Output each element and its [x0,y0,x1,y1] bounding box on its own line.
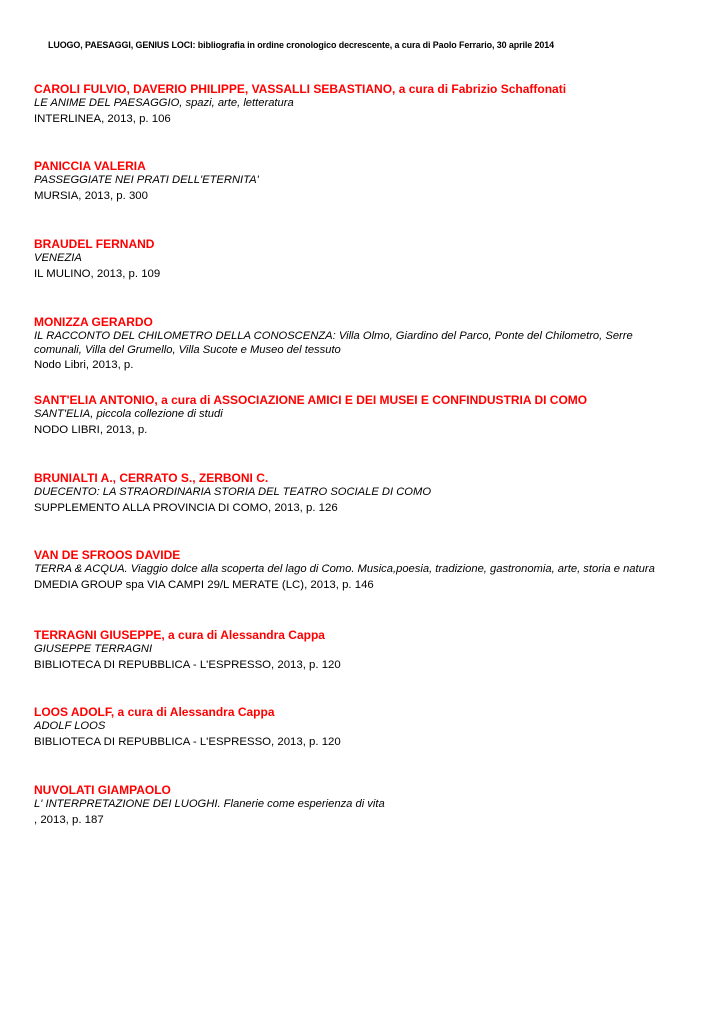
entry-publication: MURSIA, 2013, p. 300 [34,189,148,202]
entry-title: DUECENTO: LA STRAORDINARIA STORIA DEL TEATRO SOCIALE DI COMO [34,486,432,498]
list-item [34,159,674,204]
entry-title: GIUSEPPE TERRAGNI [34,643,153,655]
entry-title: ADOLF LOOS [34,720,106,732]
entry-publication: BIBLIOTECA DI REPUBBLICA - L'ESPRESSO, 2013, p. 120 [34,658,341,671]
entry-title: TERRA & ACQUA. Viaggio dolce alla scoperta del lago di Como. Musica,poesia, tradizione, gastronomia, arte, storia e natura [34,563,655,575]
page-title: LUOGO, PAESAGGI, GENIUS LOCI: bibliografia in ordine cronologico decrescente, a cura di Paolo Ferrario, 30 aprile 2014 [48,40,554,51]
entry-title: VENEZIA [34,252,82,264]
entry-author: PANICCIA VALERIA [34,159,146,173]
list-item [34,628,674,673]
entry-author: LOOS ADOLF, a cura di Alessandra Cappa [34,705,275,719]
entry-title: LE ANIME DEL PAESAGGIO, spazi, arte, letteratura [34,97,294,109]
entry-author: CAROLI FULVIO, DAVERIO PHILIPPE, VASSALLI SEBASTIANO, a cura di Fabrizio Schaffonati [34,82,567,96]
entry-title: IL RACCONTO DEL CHILOMETRO DELLA CONOSCENZA: Villa Olmo, Giardino del Parco, Ponte del Chilometro, Serre comunali, Villa del Grumello, Villa Sucote e Museo del tessuto [34,330,633,356]
entry-author: SANT'ELIA ANTONIO, a cura di ASSOCIAZIONE AMICI E DEI MUSEI E CONFINDUSTRIA DI COMO [34,393,588,407]
entry-publication: INTERLINEA, 2013, p. 106 [34,112,171,125]
list-item [34,82,674,127]
entry-author: MONIZZA GERARDO [34,315,153,329]
entry-title: L' INTERPRETAZIONE DEI LUOGHI. Flanerie come esperienza di vita [34,798,385,810]
entry-title: SANT'ELIA, piccola collezione di studi [34,408,223,420]
entry-title: PASSEGGIATE NEI PRATI DELL'ETERNITA' [34,174,259,186]
list-item [34,315,674,373]
entry-publication: BIBLIOTECA DI REPUBBLICA - L'ESPRESSO, 2013, p. 120 [34,735,341,748]
entry-publication: Nodo Libri, 2013, p. [34,359,134,372]
entry-publication: DMEDIA GROUP spa VIA CAMPI 29/L MERATE (LC), 2013, p. 146 [34,578,374,591]
list-item [34,237,674,282]
list-item [34,471,674,516]
list-item [34,548,674,593]
list-item [34,783,674,828]
entry-publication: IL MULINO, 2013, p. 109 [34,267,161,280]
entry-author: TERRAGNI GIUSEPPE, a cura di Alessandra Cappa [34,628,325,642]
entry-publication: NODO LIBRI, 2013, p. [34,423,148,436]
entry-author: VAN DE SFROOS DAVIDE [34,548,181,562]
entry-author: BRUNIALTI A., CERRATO S., ZERBONI C. [34,471,269,485]
entry-publication: , 2013, p. 187 [34,813,104,826]
entry-publication: SUPPLEMENTO ALLA PROVINCIA DI COMO, 2013, p. 126 [34,501,338,514]
entry-author: NUVOLATI GIAMPAOLO [34,783,171,797]
list-item [34,393,674,438]
entry-author: BRAUDEL FERNAND [34,237,155,251]
list-item [34,705,674,750]
